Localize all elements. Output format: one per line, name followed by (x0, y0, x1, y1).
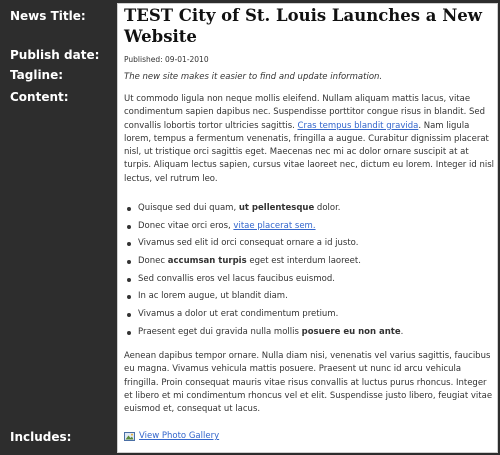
list-item (124, 306, 494, 324)
content-bullet-list (124, 200, 494, 342)
cras-tempus-link[interactable]: Cras tempus blandit gravida (297, 120, 419, 131)
content-paragraph-2: Aenean dapibus tempor ornare. Nulla diam nisi, venenatis vel varius sagittis, faucibus eu magna. Vivamus vehicula mattis posuere. Praesent ut nunc id arcu vehicula fringilla. Proin consequat mauris vitae risus convallis at luctus purus rhoncus. Integer et libero et mi condimentum rhoncus vel et elit. Suspendisse justo libero, feugiat vitae euismod et, consequat ut lacus. (124, 351, 493, 415)
list-item (124, 271, 494, 289)
photo-icon (124, 432, 135, 441)
list-item-text: Donec vitae orci eros, (138, 220, 234, 231)
news-title-label: News Title: (10, 9, 86, 23)
bullet-icon (127, 313, 131, 317)
field-labels-column (0, 0, 115, 455)
list-item-text: eget est interdum laoreet. (246, 256, 361, 267)
list-item (124, 200, 494, 218)
list-item (124, 288, 494, 306)
bullet-icon (127, 260, 131, 264)
bullet-icon (127, 242, 131, 246)
list-item-text: dolor. (314, 203, 341, 213)
content-label: Content: (10, 90, 69, 104)
bullet-icon (127, 225, 131, 229)
paragraph-text: Ut commodo ligula non neque mollis eleifend. Nullam aliquam mattis lacus, vitae condimentum sapien dapibus nec. Suspendisse porttitor congue risus in blandit. Sed convallis lobortis tortor ultricies sagittis. (124, 94, 486, 131)
article-title: TEST City of St. Louis Launches a New Website (124, 6, 483, 46)
photo-gallery-row (124, 431, 219, 441)
article-content (117, 3, 498, 453)
tagline-value: The new site makes it easier to find and update information. (124, 72, 383, 82)
list-item (124, 235, 494, 253)
list-item (124, 218, 494, 236)
includes-label: Includes: (10, 430, 72, 444)
tagline-label: Tagline: (10, 68, 64, 82)
bullet-icon (127, 278, 131, 282)
paragraph-text: . Nam ligula lorem, tempus a fermentum venenatis, fringilla a augue. Curabitur dignissim placerat nisl, ut tristique orci sagittis eget. Maecenas nec mi ac dolor ornare suscipit at at turpis. Aliquam lectus sapien, cursus vitae laoreet nec, dictum eu lorem. Integer id nisl lectus, vel rutrum leo. (124, 120, 494, 184)
list-item-text: Donec (138, 256, 168, 267)
list-item-bold: posuere eu non ante (301, 326, 401, 337)
list-item (124, 324, 494, 342)
list-item-bold: accumsan turpis (167, 256, 247, 267)
list-item-text: Praesent eget dui gravida nulla mollis (138, 326, 302, 337)
list-item-text: Sed convallis eros vel lacus faucibus euismod. (138, 273, 335, 284)
list-item-text: . (400, 326, 404, 337)
list-item-text: In ac lorem augue, ut blandit diam. (138, 291, 288, 302)
content-paragraph-1 (124, 93, 494, 186)
bullet-icon (127, 331, 131, 335)
list-item (124, 253, 494, 271)
list-item-bold: ut pellentesque (238, 203, 315, 213)
bullet-icon (127, 295, 131, 299)
vitae-placerat-link[interactable]: vitae placerat sem. (233, 220, 316, 231)
list-item-text: Vivamus sed elit id orci consequat ornare a id justo. (138, 238, 359, 249)
list-item-text: Vivamus a dolor ut erat condimentum pretium. (138, 309, 339, 320)
bullet-icon (127, 207, 131, 211)
publish-date-value: Published: 09-01-2010 (124, 55, 209, 64)
view-photo-gallery-link[interactable]: View Photo Gallery (139, 431, 220, 441)
publish-date-label: Publish date: (10, 48, 100, 62)
list-item-text: Quisque sed dui quam, (138, 203, 239, 213)
